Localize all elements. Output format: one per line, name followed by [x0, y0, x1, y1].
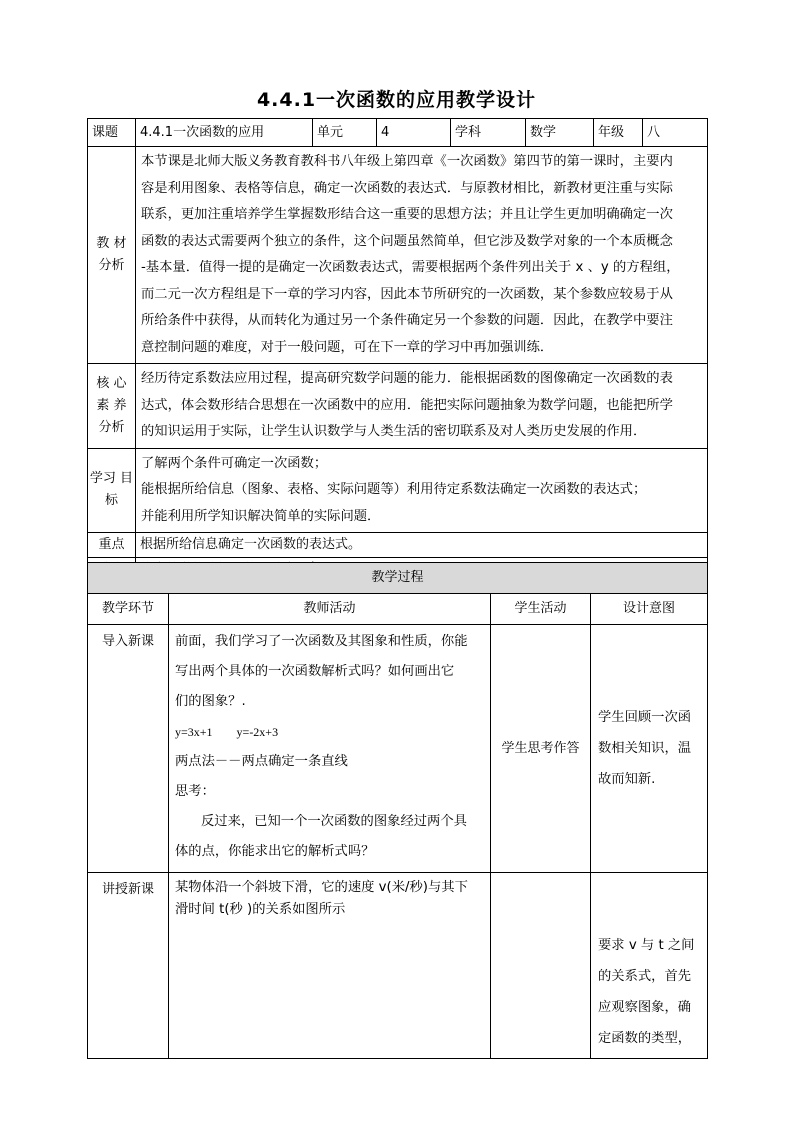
- stage-cell: 导入新课: [88, 625, 169, 873]
- analysis-text: [136, 147, 708, 364]
- design-line: 要求 v 与 t 之间: [598, 938, 695, 953]
- page-title: 4.4.1一次函数的应用教学设计: [256, 89, 537, 111]
- column-header: 学生活动: [491, 594, 591, 625]
- column-header: 教学环节: [88, 594, 169, 625]
- goals-text: [136, 448, 708, 533]
- design-line: 的关系式，首先: [598, 969, 692, 984]
- analysis-line: 所给条件中获得，从而转化为通过另一个条件确定另一个参数的问题．因此，在教学中要注: [141, 313, 673, 328]
- equation: y=3x+1: [175, 725, 213, 739]
- student-activity: 学生思考作答: [491, 625, 591, 873]
- design-line: 故而知新.: [598, 772, 656, 787]
- analysis-line: -基本量．值得一提的是确定一次函数表达式，需要根据两个条件列出关于 x 、y 的方程组，: [141, 260, 680, 275]
- goal-line: 并能利用所学知识解决简单的实际问题．: [141, 508, 381, 524]
- analysis-line: 本节课是北师大版义务教育教科书八年级上第四章《一次函数》第四节的第一课时，主要内: [141, 154, 673, 169]
- literacy-line: 达式，体会数形结合思想在一次函数中的应用．能把实际问题抽象为数学问题，也能把所学: [141, 397, 673, 413]
- unit-label: 单元: [313, 119, 377, 147]
- teacher-activity: [169, 873, 491, 1059]
- teacher-line: 体的点，你能求出它的解析式吗？: [175, 844, 375, 859]
- goal-line: 了解两个条件可确定一次函数；: [141, 455, 328, 471]
- teacher-line: 两点法－－两点确定一条直线: [175, 754, 348, 769]
- analysis-label: 教 材 分析: [88, 147, 136, 364]
- grade-label: 年级: [594, 119, 643, 147]
- design-line: 定函数的类型，: [598, 1031, 692, 1046]
- literacy-line: 经历待定系数法应用过程，提高研究数学问题的能力．能根据函数的图像确定一次函数的表: [141, 371, 673, 386]
- literacy-line: 的知识运用于实际，让学生认识数学与人类生活的密切联系及对人类历史发展的作用．: [141, 424, 647, 439]
- goals-label: 学习 目标: [88, 448, 136, 533]
- analysis-line: 函数的表达式需要两个独立的条件，这个问题虽然简单，但它涉及数学对象的一个本质概念: [141, 233, 673, 249]
- design-line: 学生回顾一次函: [598, 710, 692, 725]
- design-intent: [591, 873, 708, 1059]
- teacher-line: 思考：: [175, 784, 215, 799]
- analysis-line: 容是利用图象、表格等信息，确定一次函数的表达式．与原教材相比，新教材更注重与实际: [141, 180, 673, 196]
- teaching-process-table: [87, 562, 708, 1059]
- process-header: 教学过程: [88, 563, 708, 594]
- design-intent: [591, 625, 708, 873]
- analysis-line: 意控制问题的难度，对于一般问题，可在下一章的学习中再加强训练．: [141, 339, 554, 355]
- topic-value: 4.4.1一次函数的应用: [136, 119, 313, 147]
- stage-cell: 讲授新课: [88, 873, 169, 1059]
- course-info-table: [87, 118, 708, 583]
- teacher-line: 反过来，已知一个一次函数的图象经过两个具: [201, 814, 467, 829]
- analysis-line: 而二元一次方程组是下一章的学习内容，因此本节所研究的一次函数，某个参数应较易于从: [141, 286, 673, 302]
- teacher-line: 们的图象？.: [175, 694, 246, 709]
- literacy-text: [136, 364, 708, 449]
- literacy-label: 核 心 素 养 分析: [88, 364, 136, 449]
- grade-value: 八: [643, 119, 708, 147]
- teacher-activity: [169, 625, 491, 873]
- topic-label: 课题: [88, 119, 136, 147]
- student-activity: [491, 873, 591, 1059]
- unit-value: 4: [377, 119, 451, 147]
- design-line: 应观察图象，确: [598, 1000, 692, 1015]
- key-text: 根据所给信息确定一次函数的表达式。: [136, 533, 708, 558]
- column-header: 教师活动: [169, 594, 491, 625]
- subject-label: 学科: [451, 119, 526, 147]
- column-header: 设计意图: [591, 594, 708, 625]
- subject-value: 数学: [526, 119, 594, 147]
- goal-line: 能根据所给信息（图象、表格、实际问题等）利用待定系数法确定一次函数的表达式；: [141, 482, 647, 497]
- design-line: 数相关知识，温: [598, 741, 692, 756]
- key-label: 重点: [88, 533, 136, 558]
- equation-line: [175, 717, 484, 747]
- teacher-line: 滑时间 t(秒 )的关系如图所示: [175, 902, 346, 917]
- teacher-line: 写出两个具体的一次函数解析式吗？如何画出它: [175, 664, 455, 679]
- teacher-line: 某物体沿一个斜坡下滑，它的速度 v(米/秒)与其下: [175, 880, 468, 895]
- analysis-line: 联系，更加注重培养学生掌握数形结合这一重要的思想方法；并且让学生更加明确确定一次: [141, 207, 673, 222]
- teacher-line: 前面，我们学习了一次函数及其图象和性质，你能: [175, 634, 468, 649]
- equation: y=-2x+3: [236, 725, 279, 739]
